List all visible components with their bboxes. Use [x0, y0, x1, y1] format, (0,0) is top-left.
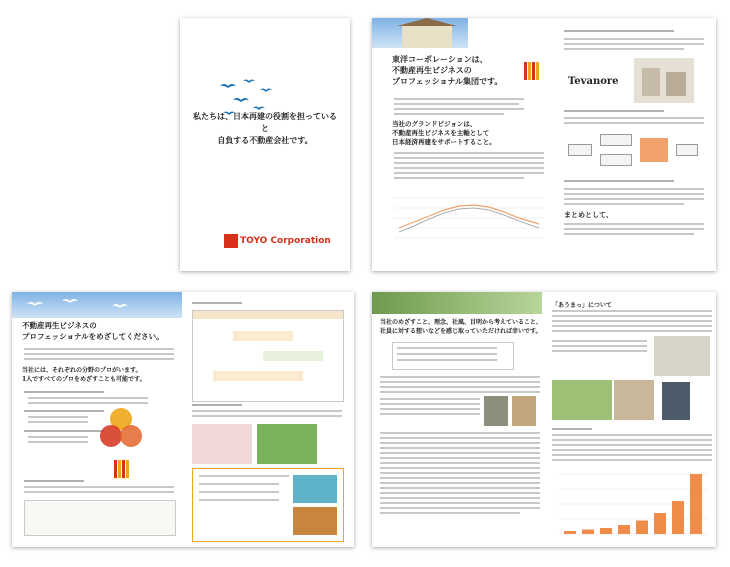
text-line — [380, 482, 540, 484]
text-line — [564, 38, 704, 40]
chart-bar — [618, 525, 630, 534]
text-line — [380, 403, 480, 405]
text-line — [564, 198, 704, 200]
chart-bar — [654, 513, 666, 534]
info-table — [24, 500, 176, 536]
text-line — [552, 454, 712, 456]
text-line — [380, 376, 540, 378]
text-line — [552, 434, 712, 436]
text-line — [28, 436, 88, 438]
text-line — [564, 223, 704, 225]
venn-diagram — [96, 404, 146, 454]
text-line — [380, 432, 540, 434]
brochure-image — [192, 424, 252, 464]
text-line — [28, 421, 88, 423]
text-line — [380, 442, 540, 444]
staff-photo-1 — [484, 396, 508, 426]
text-line — [380, 398, 480, 400]
cover-logo-mark — [224, 234, 238, 248]
building-photo-2 — [654, 336, 710, 376]
text-line — [394, 167, 544, 169]
text-line — [552, 330, 712, 332]
text-line — [28, 441, 88, 443]
text-line — [380, 457, 540, 459]
spread2-headline2: 当社には、それぞれの分野のプロがいます。 1人ですべてのプロをめざすことも可能です。 — [22, 367, 146, 383]
spread1-headline: 東洋コーポレーションは、 不動産再生ビジネスの プロフェッショナル集団です。 — [392, 54, 503, 86]
text-line — [24, 410, 104, 412]
house-photo-3 — [614, 380, 654, 420]
text-line — [380, 487, 540, 489]
text-line — [394, 172, 544, 174]
text-line — [394, 98, 524, 100]
spread-3 — [372, 292, 716, 547]
spread-2 — [12, 292, 354, 547]
text-line — [24, 358, 174, 360]
text-line — [380, 467, 540, 469]
text-line — [564, 30, 674, 32]
spread3-headline: 当社のめざすこと、理念、社風、目明から考えていること、 社員に対する想いなどを感じ取っていただければ幸いです。 — [380, 319, 543, 335]
text-line — [192, 302, 242, 304]
text-line — [24, 480, 84, 482]
text-line — [552, 444, 712, 446]
staff-photo-2 — [512, 396, 536, 426]
schedule-table — [192, 310, 344, 402]
text-line — [380, 472, 540, 474]
text-line — [394, 103, 519, 105]
text-line — [564, 193, 704, 195]
sky-photo — [12, 292, 182, 318]
recruit-box — [192, 468, 344, 542]
text-line — [380, 492, 540, 494]
text-line — [380, 386, 540, 388]
chart-bar — [564, 531, 576, 534]
brand-name: Tevanore — [568, 76, 619, 87]
text-line — [394, 177, 524, 179]
flow-diagram — [568, 132, 698, 172]
text-line — [564, 117, 704, 119]
chart-bar — [582, 530, 594, 535]
text-line — [24, 391, 104, 393]
brand-stripes — [524, 62, 540, 80]
text-line — [564, 180, 674, 182]
spread1-headline2: 当社のグランドビジョンは、 不動産再生ビジネスを主軸として 日本経済再建をサポートすること。 — [392, 120, 496, 146]
text-line — [24, 430, 104, 432]
text-line — [552, 310, 712, 312]
text-line — [28, 397, 148, 399]
spread3-heading-right: 「あうまっ」について — [552, 302, 612, 309]
text-line — [192, 404, 242, 406]
text-line — [24, 486, 174, 488]
bar-chart — [558, 468, 708, 538]
text-line — [564, 48, 684, 50]
text-line — [394, 108, 524, 110]
cover-tagline: 私たちは、日本再建の役割を担っていると 自負する不動産会社です。 — [193, 111, 337, 145]
text-line — [380, 452, 540, 454]
text-line — [24, 353, 174, 355]
text-line — [380, 512, 520, 514]
building-photo — [634, 58, 694, 103]
text-line — [394, 113, 504, 115]
text-line — [380, 502, 540, 504]
text-line — [380, 391, 540, 393]
house-photo-2 — [552, 380, 612, 420]
text-line — [564, 228, 704, 230]
text-line — [394, 157, 544, 159]
cover-logo: TOYO Corporation — [240, 236, 331, 246]
chart-bar — [690, 474, 702, 534]
text-line — [552, 325, 712, 327]
chart-bar — [636, 521, 648, 535]
house-photo — [372, 18, 468, 48]
text-line — [394, 162, 544, 164]
text-line — [24, 348, 174, 350]
text-line — [192, 410, 342, 412]
text-line — [380, 462, 540, 464]
text-line — [552, 428, 592, 430]
text-line — [380, 497, 540, 499]
text-line — [564, 203, 684, 205]
text-line — [394, 152, 544, 154]
text-line — [552, 449, 712, 451]
text-line — [380, 477, 540, 479]
spread1-section-heading: まとめとして、 — [564, 210, 613, 219]
president-photo — [662, 382, 690, 420]
text-line — [564, 188, 704, 190]
text-line — [380, 413, 480, 415]
text-line — [380, 408, 480, 410]
brand-stripes — [114, 460, 130, 478]
text-line — [380, 507, 540, 509]
text-line — [564, 233, 694, 235]
text-line — [564, 122, 704, 124]
text-line — [552, 320, 712, 322]
text-line — [552, 439, 712, 441]
text-line — [552, 350, 647, 352]
text-line — [552, 315, 712, 317]
philosophy-box — [392, 342, 514, 370]
text-line — [564, 110, 664, 112]
text-line — [380, 437, 540, 439]
text-line — [552, 459, 712, 461]
cover-page — [180, 18, 350, 271]
text-line — [552, 345, 647, 347]
spread-1 — [372, 18, 716, 271]
green-image — [257, 424, 317, 464]
tree-photo — [372, 292, 542, 314]
chart-bar — [672, 501, 684, 534]
text-line — [380, 447, 540, 449]
text-line — [192, 415, 342, 417]
text-line — [24, 491, 174, 493]
text-line — [380, 381, 540, 383]
spread2-headline: 不動産再生ビジネスの プロフェッショナルをめざしてください。 — [22, 321, 164, 341]
text-line — [552, 340, 647, 342]
text-line — [28, 416, 88, 418]
text-line — [564, 43, 704, 45]
chart-bar — [600, 528, 612, 534]
line-chart — [394, 188, 544, 248]
